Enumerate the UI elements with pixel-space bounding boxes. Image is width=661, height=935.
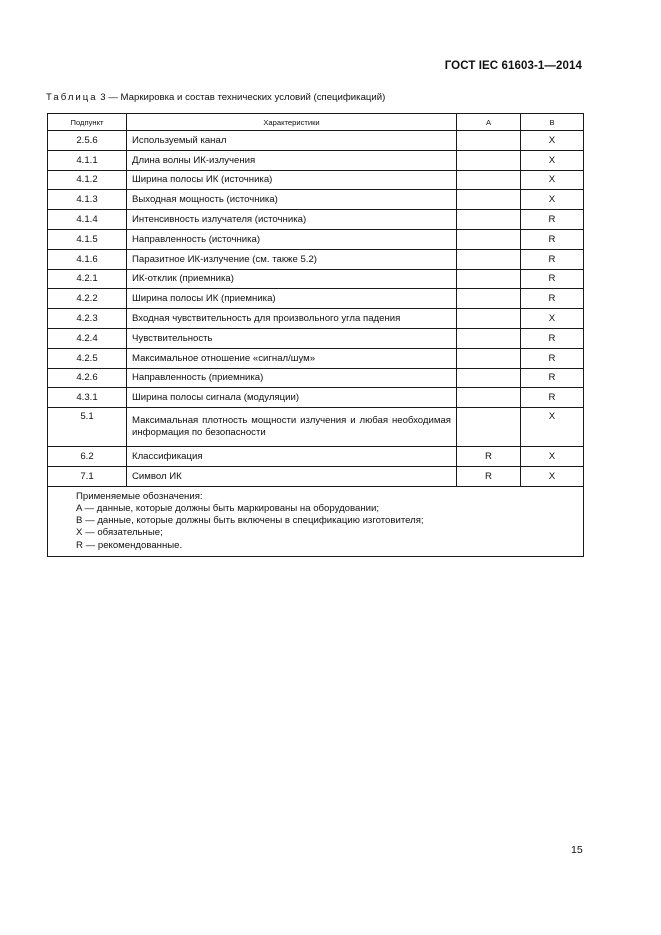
cell-subclause: 4.2.5	[48, 348, 127, 368]
cell-a	[457, 289, 521, 309]
cell-a	[457, 388, 521, 408]
cell-a: R	[457, 447, 521, 467]
note-line: R — рекомендованные.	[76, 539, 183, 551]
table-row	[48, 249, 584, 269]
table-row	[48, 368, 584, 388]
cell-b: R	[521, 210, 584, 230]
cell-subclause: 4.2.1	[48, 269, 127, 289]
cell-a	[457, 131, 521, 151]
cell-characteristic: Максимальная плотность мощности излучения и любая необходимая информация по безопасности	[127, 408, 457, 447]
marking-spec-table	[47, 113, 584, 557]
cell-characteristic: ИК-отклик (приемника)	[127, 269, 457, 289]
cell-subclause: 4.1.4	[48, 210, 127, 230]
page-number: 15	[571, 844, 583, 856]
table-row	[48, 328, 584, 348]
table-row	[48, 269, 584, 289]
column-header-b: B	[521, 114, 584, 131]
cell-b: R	[521, 388, 584, 408]
cell-subclause: 4.1.1	[48, 150, 127, 170]
cell-a	[457, 368, 521, 388]
cell-b: R	[521, 249, 584, 269]
column-header-a: A	[457, 114, 521, 131]
column-header-characteristics: Характеристики	[127, 114, 457, 131]
cell-b: R	[521, 269, 584, 289]
cell-subclause: 2.5.6	[48, 131, 127, 151]
cell-characteristic: Длина волны ИК-излучения	[127, 150, 457, 170]
table-caption-text: 3 — Маркировка и состав технических условий (спецификаций)	[100, 92, 386, 103]
note-line: Применяемые обозначения:	[76, 490, 203, 502]
cell-b: R	[521, 368, 584, 388]
cell-characteristic: Паразитное ИК-излучение (см. также 5.2)	[127, 249, 457, 269]
cell-a	[457, 328, 521, 348]
cell-b: R	[521, 328, 584, 348]
table-row	[48, 170, 584, 190]
cell-a	[457, 269, 521, 289]
table-row	[48, 229, 584, 249]
column-header-subclause: Подпункт	[48, 114, 127, 131]
cell-characteristic: Чувствительность	[127, 328, 457, 348]
cell-b: X	[521, 190, 584, 210]
cell-characteristic: Используемый канал	[127, 131, 457, 151]
table-row	[48, 408, 584, 447]
note-line: X — обязательные;	[76, 527, 163, 539]
cell-subclause: 4.2.3	[48, 309, 127, 329]
document-header-code: ГОСТ IEC 61603-1—2014	[444, 60, 582, 72]
cell-a	[457, 249, 521, 269]
cell-a	[457, 210, 521, 230]
cell-subclause: 4.1.6	[48, 249, 127, 269]
cell-characteristic: Максимальное отношение «сигнал/шум»	[127, 348, 457, 368]
cell-subclause: 4.2.4	[48, 328, 127, 348]
cell-subclause: 4.2.6	[48, 368, 127, 388]
table-row	[48, 309, 584, 329]
cell-b: X	[521, 131, 584, 151]
cell-subclause: 4.3.1	[48, 388, 127, 408]
cell-a	[457, 348, 521, 368]
table-caption-label: Таблица	[46, 92, 98, 103]
table-row	[48, 150, 584, 170]
cell-b: X	[521, 408, 584, 447]
cell-a	[457, 309, 521, 329]
cell-b: X	[521, 170, 584, 190]
table-header-row	[48, 114, 584, 131]
cell-characteristic: Интенсивность излучателя (источника)	[127, 210, 457, 230]
cell-subclause: 5.1	[48, 408, 127, 447]
cell-b: X	[521, 466, 584, 486]
cell-a	[457, 408, 521, 447]
cell-subclause: 4.1.3	[48, 190, 127, 210]
cell-characteristic: Ширина полосы ИК (приемника)	[127, 289, 457, 309]
cell-b: X	[521, 150, 584, 170]
cell-characteristic: Выходная мощность (источника)	[127, 190, 457, 210]
cell-b: R	[521, 229, 584, 249]
cell-subclause: 4.1.5	[48, 229, 127, 249]
cell-subclause: 4.1.2	[48, 170, 127, 190]
table-row	[48, 190, 584, 210]
cell-b: R	[521, 348, 584, 368]
table-row	[48, 210, 584, 230]
cell-b: R	[521, 289, 584, 309]
note-line: A — данные, которые должны быть маркированы на оборудовании;	[76, 502, 380, 514]
table-row	[48, 348, 584, 368]
cell-b: X	[521, 447, 584, 467]
cell-a	[457, 229, 521, 249]
cell-characteristic: Направленность (приемника)	[127, 368, 457, 388]
cell-subclause: 7.1	[48, 466, 127, 486]
cell-a	[457, 170, 521, 190]
cell-characteristic: Направленность (источника)	[127, 229, 457, 249]
note-line: B — данные, которые должны быть включены в спецификацию изготовителя;	[76, 515, 424, 527]
cell-b: X	[521, 309, 584, 329]
table-row	[48, 447, 584, 467]
table-row	[48, 388, 584, 408]
table-row	[48, 466, 584, 486]
cell-characteristic: Входная чувствительность для произвольного угла падения	[127, 309, 457, 329]
cell-characteristic: Символ ИК	[127, 466, 457, 486]
cell-characteristic: Классификация	[127, 447, 457, 467]
table-notes-row	[48, 486, 584, 556]
cell-a	[457, 150, 521, 170]
table-row	[48, 131, 584, 151]
cell-characteristic: Ширина полосы сигнала (модуляции)	[127, 388, 457, 408]
cell-characteristic: Ширина полосы ИК (источника)	[127, 170, 457, 190]
cell-a: R	[457, 466, 521, 486]
cell-a	[457, 190, 521, 210]
cell-subclause: 6.2	[48, 447, 127, 467]
cell-subclause: 4.2.2	[48, 289, 127, 309]
table-row	[48, 289, 584, 309]
table-caption	[46, 92, 385, 103]
table-notes	[48, 486, 584, 556]
